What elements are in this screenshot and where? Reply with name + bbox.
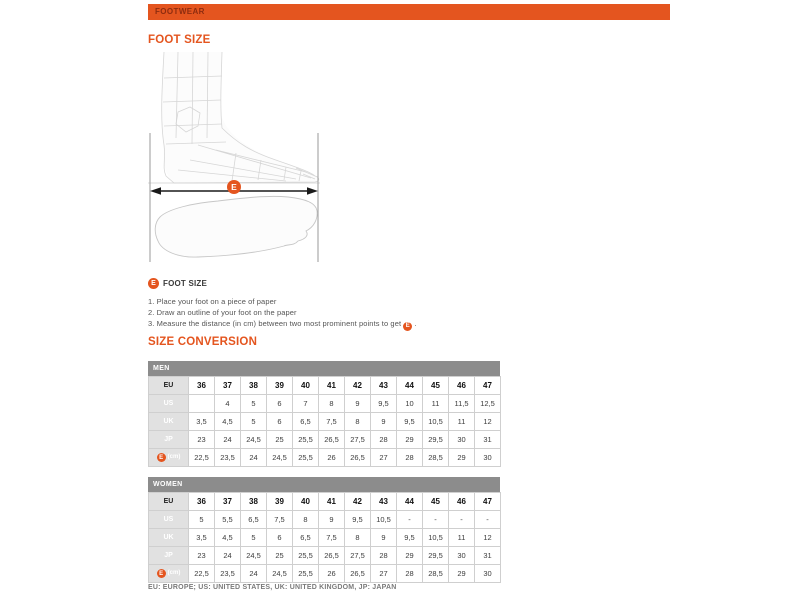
size-cell: 11 [449,529,475,547]
size-cell: 30 [449,431,475,449]
size-cell: 7,5 [319,413,345,431]
row-label-jp: JP [149,431,189,449]
size-cell: 4,5 [215,413,241,431]
size-cell: 24 [215,547,241,565]
instruction-item: 3. Measure the distance (in cm) between two most prominent points to get E . [148,319,417,329]
size-cell: 12 [475,529,501,547]
size-cell: 12 [475,413,501,431]
instruction-list [148,296,417,331]
size-cell: 24,5 [267,565,293,583]
size-cell: 24 [241,565,267,583]
table-row [149,565,501,583]
size-cell: 7 [293,395,319,413]
size-cell: 5 [189,511,215,529]
e-marker-icon: E [148,278,159,289]
size-cell: 23 [189,431,215,449]
size-cell: 29 [449,449,475,467]
instruction-item: 1. Place your foot on a piece of paper [148,297,277,306]
size-cell: 26,5 [319,547,345,565]
foot-measurement-figure [148,50,320,268]
size-cell: 6,5 [293,413,319,431]
e-marker-icon: E [403,322,412,331]
foot-wireframe-illustration [148,50,320,268]
size-cell: 25,5 [293,431,319,449]
size-cell: 24 [215,431,241,449]
table-row [149,493,501,511]
e-marker-icon: E [157,569,166,578]
size-cell: 6 [267,529,293,547]
size-column-header: 39 [267,377,293,395]
size-column-header: 38 [241,377,267,395]
size-column-header: 42 [345,377,371,395]
size-cell: - [475,511,501,529]
size-column-header: 41 [319,377,345,395]
row-label-eu: EU [149,377,189,395]
size-cell: 22,5 [189,449,215,467]
size-cell: 8 [345,529,371,547]
women-size-table [148,477,500,583]
men-table-title-bar: MEN [148,361,500,376]
women-table-title-bar: WOMEN [148,477,500,492]
men-size-grid [148,376,501,467]
table-row [149,413,501,431]
size-column-header: 42 [345,493,371,511]
size-cell: 28,5 [423,565,449,583]
size-cell: - [397,511,423,529]
foot-outline-drawing [155,196,317,257]
size-cell: 6 [267,413,293,431]
size-column-header: 41 [319,493,345,511]
size-column-header: 47 [475,377,501,395]
size-column-header: 46 [449,377,475,395]
size-cell: 31 [475,547,501,565]
cm-unit-label: (cm) [167,569,181,576]
size-cell: 9 [345,395,371,413]
size-cell: 28 [371,431,397,449]
footwear-header-label: FOOTWEAR [155,7,205,16]
svg-text:E: E [231,181,237,192]
size-column-header: 47 [475,493,501,511]
size-cell: 5 [241,395,267,413]
size-cell: 8 [293,511,319,529]
size-cell: - [449,511,475,529]
row-label-jp: JP [149,547,189,565]
size-cell: 8 [345,413,371,431]
size-cell: 29,5 [423,547,449,565]
size-cell: 26 [319,565,345,583]
e-marker-icon [227,180,241,194]
size-cell: 7,5 [267,511,293,529]
table-row [149,511,501,529]
size-cell: 25,5 [293,547,319,565]
size-column-header: 36 [189,493,215,511]
size-cell: 26 [319,449,345,467]
size-cell: 25,5 [293,449,319,467]
size-cell: 30 [475,565,501,583]
size-cell: 4 [215,395,241,413]
size-cell: 5 [241,529,267,547]
size-cell: 9,5 [397,413,423,431]
size-cell [189,395,215,413]
size-column-header: 44 [397,493,423,511]
size-cell: 24 [241,449,267,467]
size-cell: 25 [267,431,293,449]
size-cell: 27 [371,565,397,583]
size-cell: 6,5 [293,529,319,547]
size-cell: 9,5 [345,511,371,529]
size-cell: 29 [449,565,475,583]
size-cell: 24,5 [267,449,293,467]
women-size-grid [148,492,501,583]
size-cell: 28,5 [423,449,449,467]
region-abbreviation-footnote: EU: EUROPE; US: UNITED STATES, UK: UNITED KINGDOM, JP: JAPAN [148,584,397,591]
instruction-item: 2. Draw an outline of your foot on the paper [148,308,297,317]
size-column-header: 45 [423,377,449,395]
size-cell: 23 [189,547,215,565]
size-cell: 4,5 [215,529,241,547]
row-label-uk: UK [149,529,189,547]
size-cell: 9,5 [397,529,423,547]
table-row [149,529,501,547]
size-cell: 28 [371,547,397,565]
size-cell: 28 [397,565,423,583]
foot-size-section-title: FOOT SIZE [148,34,211,46]
size-cell: 24,5 [241,431,267,449]
size-column-header: 37 [215,493,241,511]
size-column-header: 36 [189,377,215,395]
size-cell: 9 [371,413,397,431]
legend-label: FOOT SIZE [163,279,208,288]
table-row [149,395,501,413]
size-cell: 3,5 [189,413,215,431]
size-cell: 23,5 [215,449,241,467]
size-cell: 28 [397,449,423,467]
size-column-header: 37 [215,377,241,395]
row-label-e [149,565,189,583]
foot-size-legend [148,278,207,289]
size-cell: 29,5 [423,431,449,449]
row-label-eu: EU [149,493,189,511]
size-cell: 11 [423,395,449,413]
size-column-header: 44 [397,377,423,395]
size-cell: 29 [397,547,423,565]
row-label-us: US [149,511,189,529]
size-cell: - [423,511,449,529]
size-column-header: 43 [371,493,397,511]
size-column-header: 38 [241,493,267,511]
cm-unit-label: (cm) [167,453,181,460]
size-cell: 10,5 [371,511,397,529]
table-row [149,449,501,467]
size-cell: 27,5 [345,547,371,565]
size-cell: 11,5 [449,395,475,413]
size-column-header: 43 [371,377,397,395]
table-row [149,377,501,395]
row-label-us: US [149,395,189,413]
size-cell: 27 [371,449,397,467]
size-cell: 29 [397,431,423,449]
row-label-uk: UK [149,413,189,431]
row-label-e [149,449,189,467]
size-column-header: 40 [293,493,319,511]
size-cell: 9,5 [371,395,397,413]
size-cell: 12,5 [475,395,501,413]
size-cell: 9 [319,511,345,529]
footwear-header-bar [148,4,670,20]
table-row [149,431,501,449]
size-cell: 3,5 [189,529,215,547]
table-row [149,547,501,565]
e-marker-icon: E [157,453,166,462]
size-cell: 30 [449,547,475,565]
size-cell: 25 [267,547,293,565]
size-cell: 27,5 [345,431,371,449]
size-cell: 8 [319,395,345,413]
size-cell: 26,5 [319,431,345,449]
size-cell: 26,5 [345,565,371,583]
size-cell: 10 [397,395,423,413]
size-cell: 5,5 [215,511,241,529]
size-cell: 9 [371,529,397,547]
size-cell: 5 [241,413,267,431]
size-column-header: 40 [293,377,319,395]
size-column-header: 45 [423,493,449,511]
size-cell: 10,5 [423,529,449,547]
size-column-header: 46 [449,493,475,511]
size-cell: 7,5 [319,529,345,547]
size-cell: 25,5 [293,565,319,583]
size-column-header: 39 [267,493,293,511]
size-cell: 6,5 [241,511,267,529]
size-cell: 24,5 [241,547,267,565]
size-cell: 30 [475,449,501,467]
foot-silhouette [162,52,319,183]
size-cell: 31 [475,431,501,449]
size-cell: 22,5 [189,565,215,583]
size-cell: 26,5 [345,449,371,467]
size-cell: 23,5 [215,565,241,583]
size-cell: 10,5 [423,413,449,431]
size-cell: 11 [449,413,475,431]
size-cell: 6 [267,395,293,413]
men-size-table [148,361,500,467]
size-conversion-section-title: SIZE CONVERSION [148,336,258,348]
